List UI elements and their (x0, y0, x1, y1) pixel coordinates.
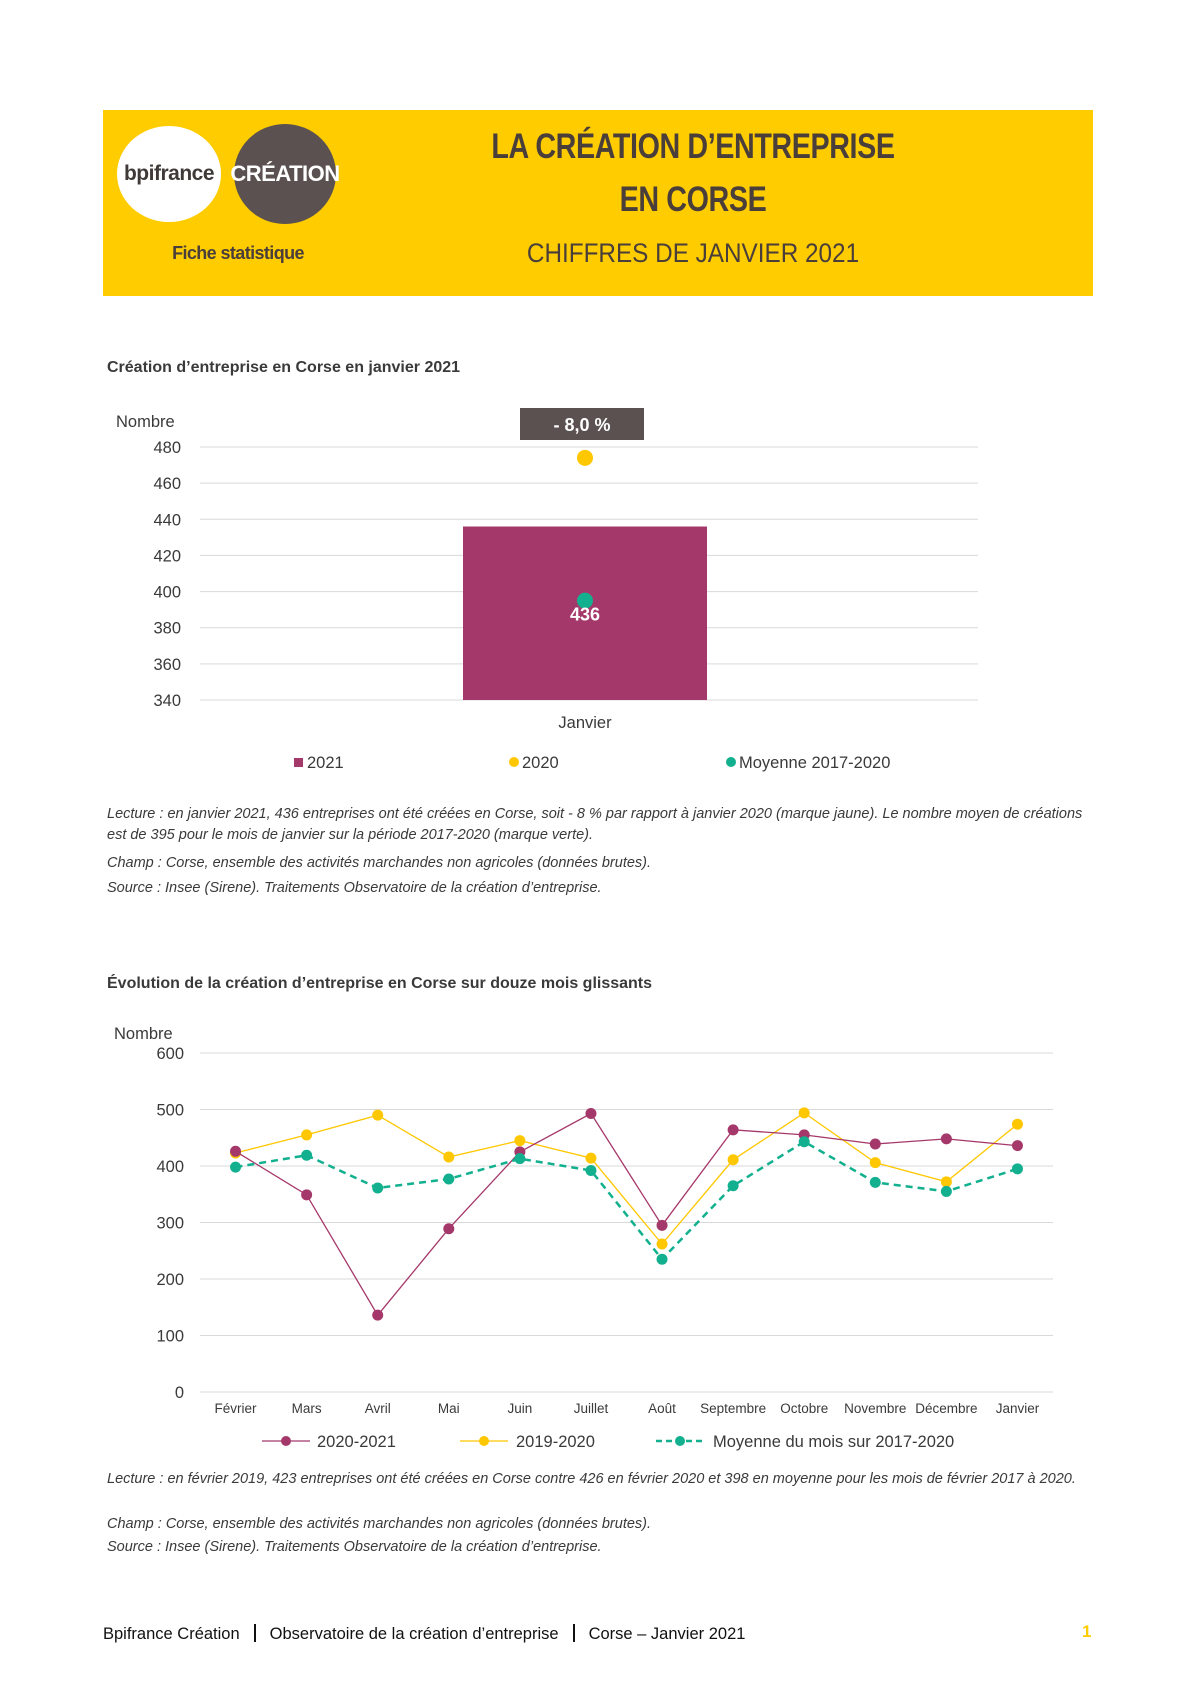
footer (103, 1624, 745, 1644)
chart2-point-series2 (230, 1162, 241, 1173)
fiche-label: Fiche statistique (172, 243, 304, 263)
page-title-line2: EN CORSE (619, 180, 767, 219)
footer-text-1: Bpifrance Création (103, 1625, 240, 1643)
chart2-legend-marker-0 (281, 1436, 291, 1446)
chart2-legend-label-0: 2020-2021 (317, 1433, 396, 1451)
chart2-point-series1 (372, 1110, 383, 1121)
chart2-title: Évolution de la création d’entreprise en Corse sur douze mois glissants (107, 975, 653, 992)
chart2-y-tick-label: 100 (156, 1327, 184, 1346)
legend-swatch-2020 (509, 757, 519, 767)
chart2-point-series2 (301, 1150, 312, 1161)
chart2-point-series0 (585, 1108, 596, 1119)
chart1-y-tick-label: 440 (153, 511, 181, 530)
chart2-point-series0 (728, 1124, 739, 1135)
chart2-x-tick-label: Avril (364, 1401, 391, 1416)
chart2-x-tick-label: Mars (291, 1401, 322, 1416)
legend-label-2021: 2021 (307, 754, 344, 772)
chart1-source: Source : Insee (Sirene). Traitements Observatoire de la création d’entreprise. (107, 880, 602, 896)
chart2-point-series0 (870, 1138, 881, 1149)
chart2-point-series2 (1012, 1163, 1023, 1174)
chart2-point-series2 (443, 1173, 454, 1184)
chart2-point-series2 (728, 1180, 739, 1191)
header-banner (103, 110, 1093, 296)
chart2-point-series2 (372, 1183, 383, 1194)
chart2-point-series1 (799, 1107, 810, 1118)
legend-swatch-moyenne (726, 757, 736, 767)
bpifrance-logo: bpifrance (117, 126, 221, 222)
chart1-y-tick-label: 340 (153, 692, 181, 710)
chart2-x-tick-label: Octobre (780, 1401, 829, 1416)
chart2-point-series0 (657, 1220, 668, 1231)
chart2-point-series2 (941, 1186, 952, 1197)
chart2-x-tick-label: Décembre (915, 1401, 978, 1416)
chart2-point-series1 (301, 1129, 312, 1140)
chart2-x-tick-label: Septembre (700, 1401, 767, 1416)
chart2-point-series1 (728, 1154, 739, 1165)
chart2-legend-label-1: 2019-2020 (516, 1433, 595, 1451)
chart1-y-tick-label: 480 (153, 439, 181, 457)
chart2-svg (0, 1015, 1190, 1475)
chart1-svg (0, 400, 1190, 820)
chart2-x-tick-label: Février (214, 1401, 257, 1416)
chart1-marker-2020 (577, 450, 593, 466)
chart1-y-tick-label: 380 (153, 619, 181, 638)
chart1-title: Création d’entreprise en Corse en janvier 2021 (107, 359, 461, 376)
chart2-point-series0 (1012, 1140, 1023, 1151)
footer-text-3: Corse – Janvier 2021 (588, 1625, 746, 1643)
chart2-point-series2 (870, 1177, 881, 1188)
chart2-point-series1 (941, 1176, 952, 1187)
legend-label-moyenne: Moyenne 2017-2020 (739, 754, 891, 772)
chart2-x-tick-label: Juin (507, 1401, 533, 1416)
chart2-point-series0 (301, 1189, 312, 1200)
chart2-y-tick-label: 400 (156, 1158, 184, 1176)
chart2-point-series0 (230, 1146, 241, 1157)
chart1-y-tick-label: 400 (153, 583, 181, 602)
chart2-point-series1 (514, 1135, 525, 1146)
chart2-point-series2 (585, 1165, 596, 1176)
creation-logo: CRÉATION (234, 124, 336, 224)
chart2-y-tick-label: 600 (156, 1045, 184, 1063)
chart2-y-axis-label: Nombre (114, 1025, 173, 1043)
page-subtitle: CHIFFRES DE JANVIER 2021 (526, 238, 860, 268)
chart1-bar-value-label: 436 (569, 604, 601, 625)
chart2-x-tick-label: Janvier (995, 1401, 1040, 1416)
chart2-point-series1 (443, 1151, 454, 1162)
chart2-y-tick-label: 500 (156, 1101, 184, 1120)
chart2-legend-marker-1 (479, 1436, 489, 1446)
chart2-point-series1 (657, 1238, 668, 1249)
chart2-point-series0 (443, 1223, 454, 1234)
chart2-champ: Champ : Corse, ensemble des activités marchandes non agricoles (données brutes). (107, 1516, 652, 1532)
chart1-y-tick-label: 420 (153, 547, 181, 566)
chart2-point-series1 (1012, 1119, 1023, 1130)
chart2-point-series1 (585, 1153, 596, 1164)
chart2-point-series0 (941, 1133, 952, 1144)
chart1-x-tick-label: Janvier (558, 714, 612, 732)
chart2-y-tick-label: 0 (174, 1384, 184, 1402)
chart2-y-tick-label: 200 (156, 1271, 184, 1289)
chart2-source: Source : Insee (Sirene). Traitements Observatoire de la création d’entreprise. (107, 1539, 602, 1555)
chart2-series-line-1 (236, 1113, 1018, 1244)
chart1-y-axis-label: Nombre (116, 413, 175, 431)
chart2-x-tick-label: Juillet (573, 1401, 609, 1416)
chart2-point-series1 (870, 1157, 881, 1168)
chart2-x-tick-label: Novembre (844, 1401, 907, 1416)
chart1-champ: Champ : Corse, ensemble des activités marchandes non agricoles (données brutes). (107, 855, 652, 871)
chart2-point-series2 (657, 1254, 668, 1265)
chart2-x-tick-label: Mai (437, 1401, 460, 1416)
chart2-point-series2 (799, 1136, 810, 1147)
page-number: 1 (1082, 1622, 1092, 1641)
footer-text-2: Observatoire de la création d’entreprise (269, 1625, 559, 1643)
page-title-line1: LA CRÉATION D’ENTREPRISE (491, 127, 895, 166)
chart2-point-series2 (514, 1153, 525, 1164)
chart1-y-tick-label: 460 (153, 475, 181, 494)
legend-swatch-2021 (294, 758, 303, 767)
chart2-point-series0 (372, 1310, 383, 1321)
chart2-legend-label-2: Moyenne du mois sur 2017-2020 (713, 1433, 955, 1451)
chart2-y-tick-label: 300 (156, 1214, 184, 1233)
legend-label-2020: 2020 (522, 754, 559, 772)
chart2-lecture: Lecture : en février 2019, 423 entreprises ont été créées en Corse contre 426 en février 2020 et 398 en moyenne pour les mois de février 2017 à 2020. (107, 1471, 1076, 1487)
chart1-lecture: Lecture : en janvier 2021, 436 entreprises ont été créées en Corse, soit - 8 % par rapport à janvier 2020 (marque jaune). Le nombre moyen de créations est de 395 pour le mois de janvier sur la période 2017-2020 (marque verte). (107, 806, 1083, 843)
chart1-y-tick-label: 360 (153, 655, 181, 674)
chart2-x-tick-label: Août (648, 1401, 676, 1416)
chart2-legend-marker-2 (675, 1436, 685, 1446)
chart1-change-badge-label: - 8,0 % (553, 415, 611, 435)
